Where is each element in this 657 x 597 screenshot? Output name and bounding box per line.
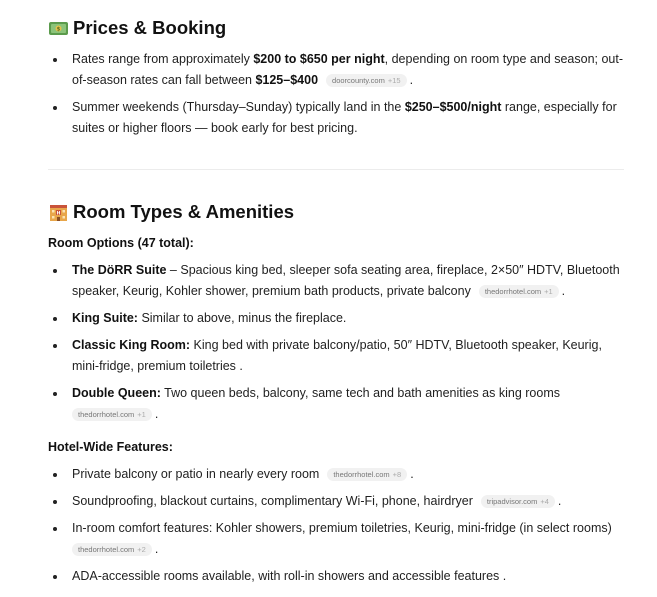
rooms-heading: H Room Types & Amenities	[48, 201, 624, 223]
prices-heading: $ Prices & Booking	[48, 17, 624, 39]
list-item: Summer weekends (Thursday–Sunday) typically land in the $250–$500/night range, especially for suites or higher floors — book early for best pricing.	[48, 97, 624, 139]
prices-section	[48, 17, 624, 39]
source-pill[interactable]: thedorrhotel.com +1	[72, 408, 152, 421]
source-pill[interactable]: thedorrhotel.com +1	[479, 285, 559, 298]
list-item: ADA-accessible rooms available, with roll-in showers and accessible features .	[48, 566, 624, 587]
room-options-list	[48, 260, 624, 425]
list-item: Double Queen: Two queen beds, balcony, same tech and bath amenities as king rooms thedorrhotel.com +1 .	[48, 383, 624, 425]
list-item: The DöRR Suite – Spacious king bed, sleeper sofa seating area, fireplace, 2×50″ HDTV, Bluetooth speaker, Keurig, Kohler shower, premium bath products, private balcony thedorrhotel.com +1 .	[48, 260, 624, 302]
list-item: Classic King Room: King bed with private balcony/patio, 50″ HDTV, Bluetooth speaker, Keurig, mini-fridge, premium toiletries .	[48, 335, 624, 377]
list-item: King Suite: Similar to above, minus the fireplace.	[48, 308, 624, 329]
list-item: Private balcony or patio in nearly every room thedorrhotel.com +8 .	[48, 464, 624, 485]
room-options-heading: Room Options (47 total):	[48, 236, 194, 250]
svg-text:$: $	[56, 26, 61, 32]
source-pill[interactable]: thedorrhotel.com +8	[327, 468, 407, 481]
list-item: Rates range from approximately $200 to $650 per night, depending on room type and season; out-of-season rates can fall between $125–$400 doorcounty.com +15 .	[48, 49, 624, 91]
money-banknote-icon	[48, 19, 69, 38]
hotel-building-icon	[48, 203, 69, 222]
rooms-section	[48, 201, 624, 223]
list-item: Soundproofing, blackout curtains, complimentary Wi-Fi, phone, hairdryer tripadvisor.com +4 .	[48, 491, 624, 512]
section-divider	[48, 169, 624, 170]
list-item: In-room comfort features: Kohler showers, premium toiletries, Keurig, mini-fridge (in select rooms) thedorrhotel.com +2 .	[48, 518, 624, 560]
source-pill[interactable]: tripadvisor.com +4	[481, 495, 555, 508]
svg-text:H: H	[56, 210, 61, 216]
source-pill[interactable]: doorcounty.com +15	[326, 74, 407, 87]
hotel-features-heading: Hotel-Wide Features:	[48, 440, 173, 454]
hotel-features-list	[48, 464, 624, 587]
prices-list	[48, 49, 624, 139]
source-pill[interactable]: thedorrhotel.com +2	[72, 543, 152, 556]
